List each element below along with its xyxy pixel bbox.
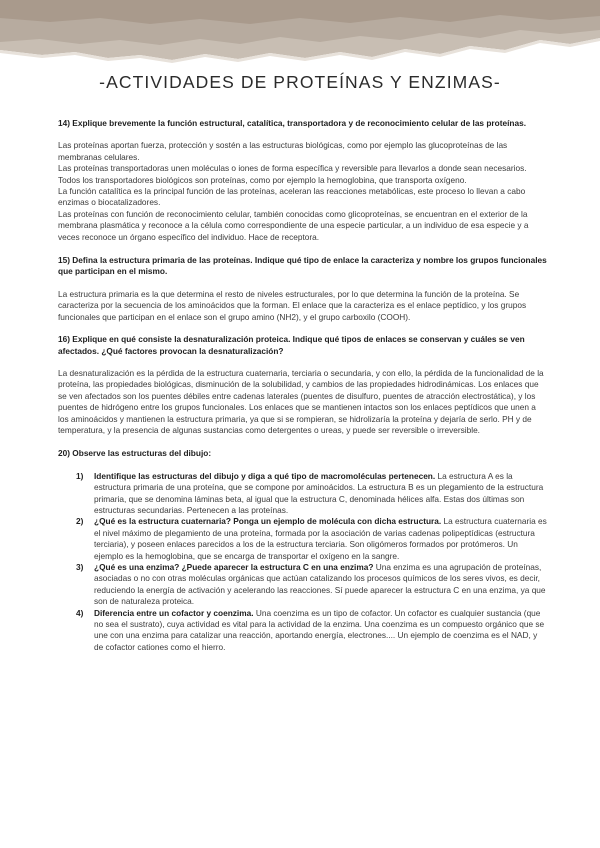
list-item	[58, 562, 548, 608]
answer-15-paragraph: La estructura primaria es la que determina el resto de niveles estructurales, por lo que determina la función de la proteína. Se caracteriza por la secuencia de los aminoácidos que la forman. El enlace que la caracteriza es el enlace peptídico, y los grupos funcionales que participan en el enlace son el grupo amino (NH2), y el grupo carboxilo (COOH).	[58, 288, 527, 322]
answer-14-paragraph: Las proteínas con función de reconocimiento celular, también conocidas como glicoproteínas, se encuentran en el exterior de la membrana plasmática y reconoce a la célula como correspondiente de una especie particular, a un individuo de esa especie y a veces reconoce un órgano específico del individuo. Hace de receptora.	[58, 208, 529, 242]
sub-question: ¿Qué es la estructura cuaternaria? Ponga un ejemplo de molécula con dicha estructura.	[94, 516, 442, 527]
answer-14-paragraph: Las proteínas aportan fuerza, protección y sostén a las estructuras biológicas, como por ejemplo las glucoproteínas de las membranas celulares.	[58, 140, 508, 162]
document-body	[58, 118, 548, 653]
question-14: 14) Explique brevemente la función estructural, catalítica, transportadora y de reconocimiento celular de las proteínas.	[58, 118, 526, 128]
list-item	[58, 608, 548, 654]
question-15: 15) Defina la estructura primaria de las proteínas. Indique qué tipo de enlace la caracteriza y nombre los grupos funcionales que participan en el mismo.	[58, 255, 547, 277]
list-item-number: 3)	[76, 562, 84, 572]
question-16: 16) Explique en qué consiste la desnaturalización proteica. Indique qué tipos de enlaces se conservan y cuáles se ven afectados. ¿Qué factores provocan la desnaturalización?	[58, 334, 525, 356]
question-20: 20) Observe las estructuras del dibujo:	[58, 448, 212, 459]
list-item-number: 1)	[76, 470, 84, 481]
sub-answer: Una enzima es una agrupación de proteínas, asociadas o no con otras moléculas orgánicas que actúan catalizando los procesos químicos de los seres vivos, es decir, reduciendo la energía de activación y acelerando las reacciones. Sí puede aparecer la estructura C en una enzima, ya que son de naturaleza proteica.	[94, 562, 546, 607]
list-item	[58, 471, 548, 517]
sub-question: ¿Qué es una enzima? ¿Puede aparecer la estructura C en una enzima?	[94, 562, 374, 572]
torn-paper-header	[0, 0, 600, 70]
answer-14-paragraph: La función catalítica es la principal función de las proteínas, aceleran las reacciones metabólicas, este proceso lo llevan a cabo enzimas o biocatalizadores.	[58, 186, 526, 208]
sub-answer: La estructura A es la estructura primaria de una proteína, que se compone por aminoácidos. La estructura B es un plegamiento de la estructura primaria, que se denomina láminas beta, al igual que la estructura C, denominada hélices alfa. Estas dos últimas son estructuras secundarias. Pertenecen a las proteínas.	[94, 470, 544, 515]
sub-answer: Una coenzima es un tipo de cofactor. Un cofactor es cualquier sustancia (que no sea el sustrato), cuya actividad es vital para la actividad de la enzima. Una coenzima es un compuesto orgánico que se une con una enzima para catalizar una reacción, aportando energía, electrones.... Un ejemplo de coenzima es el NAD, y de cofactor cationes como el hierro.	[94, 607, 545, 652]
answer-16-paragraph: La desnaturalización es la pérdida de la estructura cuaternaria, terciaria o secundaria, y con ello, la pérdida de la funcionalidad de la proteína, las propiedades biológicas, disminución de la solubilidad, y cambios de las propiedades hidrodinámicas. Los enlaces que se ven afectados son los puentes débiles entre cadenas laterales (puentes de disulfuro, puentes de atracción electrostática), y los puentes de hidrógeno entre los grupos funcionales. Los enlaces que se mantienen intactos son los enlaces peptídicos que unen a los aminoácidos y mantienen la estructura primaria, ya que si se rompieran, se hidrolizaría la proteína y dejaría de serlo. PH y de temperatura, y la presencia de algunas sustancias como detergentes o ureas, y puede ser reversible o irreversible.	[58, 367, 544, 435]
list-item-number: 4)	[76, 607, 84, 618]
answer-14-paragraph: Las proteínas transportadoras unen moléculas o iones de forma específica y reversible para llevarlos a donde sean necesarios. Todos los transportadores biológicos son proteínas, como por ejemplo la hemoglobina, que transporta oxígeno.	[58, 163, 527, 185]
list-item-number: 2)	[76, 516, 84, 527]
page-title: -ACTIVIDADES DE PROTEÍNAS Y ENZIMAS-	[99, 72, 501, 92]
sub-answer: La estructura cuaternaria es el nivel máximo de plegamiento de una proteína, formada por la asociación de varias cadenas polipeptídicas (estructura terciaria), y poseen enlaces parecidos a los de la estructura terciaria. Son oligómeros formados por protómeros. Un ejemplo es la hemoglobina, que se encarga de transportar el oxígeno en la sangre.	[94, 516, 547, 561]
sub-question: Identifique las estructuras del dibujo y diga a qué tipo de macromoléculas pertenecen.	[94, 470, 436, 481]
sub-question-list	[58, 471, 548, 654]
list-item	[58, 516, 548, 562]
sub-question: Diferencia entre un cofactor y coenzima.	[94, 607, 254, 618]
